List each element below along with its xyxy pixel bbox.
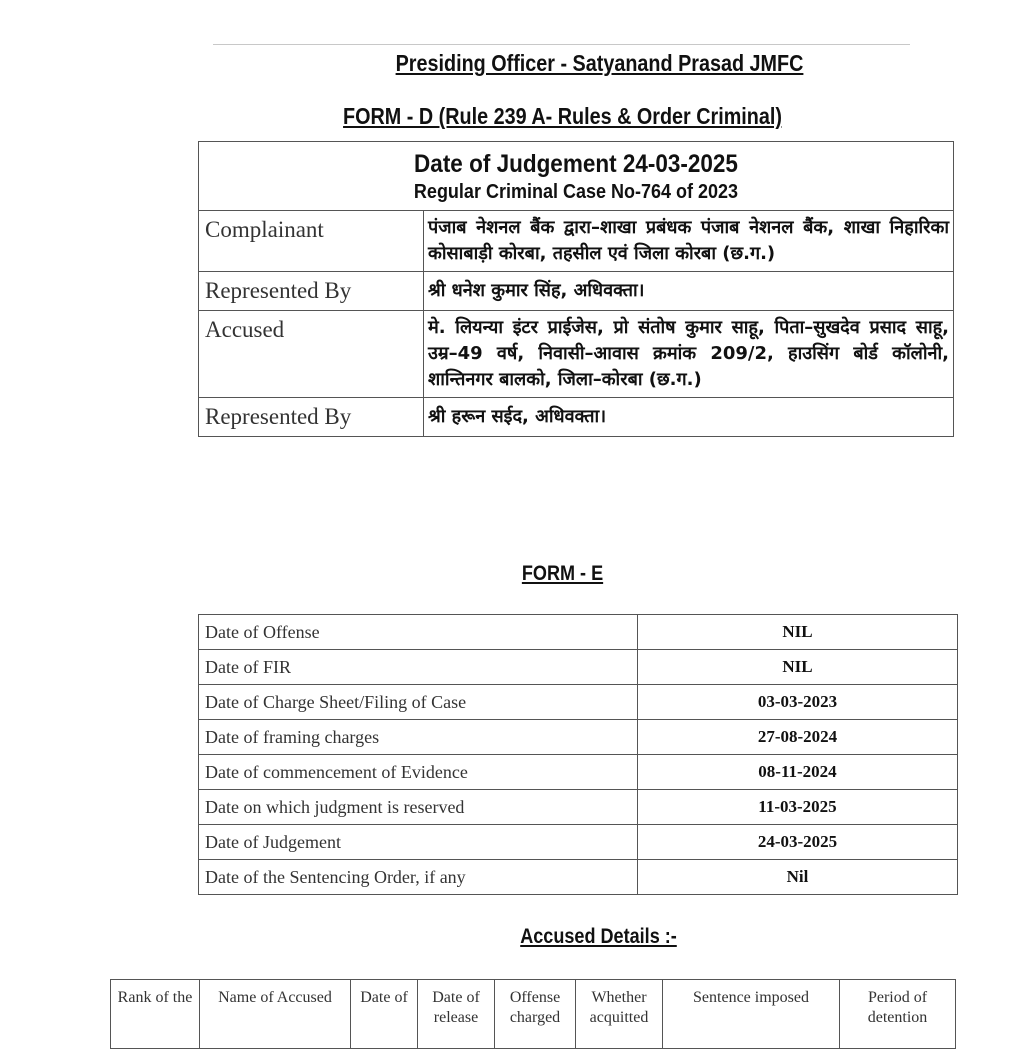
accused-advocate-label: Represented By xyxy=(199,398,424,437)
form-d-row xyxy=(199,311,954,398)
complainant-label: Complainant xyxy=(199,211,424,272)
col-release: Date of release xyxy=(418,980,495,1049)
case-number: Regular Criminal Case No-764 of 2023 xyxy=(413,181,739,203)
form-e-row xyxy=(199,615,958,650)
judgement-date-title: Date of Judgement 24-03-2025 xyxy=(414,150,738,178)
form-d-table xyxy=(198,141,954,437)
form-d-row xyxy=(199,211,954,272)
col-offense: Offense charged xyxy=(495,980,576,1049)
accused-label: Accused xyxy=(199,311,424,398)
form-e-row xyxy=(199,825,958,860)
form-e-row xyxy=(199,720,958,755)
form-d-row xyxy=(199,398,954,437)
form-e-row xyxy=(199,685,958,720)
top-rule xyxy=(213,44,910,45)
form-e-value: Nil xyxy=(638,860,958,895)
col-name: Name of Accused xyxy=(200,980,351,1049)
accused-value: मे. लियन्या इंटर प्राईजेस, प्रो संतोष कुमार साहू, पिता–सुखदेव प्रसाद साहू, उम्र–49 वर्ष, निवासी–आवास क्रमांक 209/2, हाउसिंग बोर्ड कॉलोनी, शान्तिनगर बालको, जिला–कोरबा (छ.ग.) xyxy=(424,311,954,398)
form-e-value: 03-03-2023 xyxy=(638,685,958,720)
form-e-label: Date of Judgement xyxy=(199,825,638,860)
form-e-label: Date of commencement of Evidence xyxy=(199,755,638,790)
form-e-value: 27-08-2024 xyxy=(638,720,958,755)
form-e-row xyxy=(199,860,958,895)
form-e-row xyxy=(199,790,958,825)
form-d-header-cell xyxy=(199,142,954,211)
accused-details-table xyxy=(110,979,956,1049)
accused-details-heading: Accused Details :- xyxy=(520,925,677,948)
form-e-label: Date of the Sentencing Order, if any xyxy=(199,860,638,895)
complainant-advocate-label: Represented By xyxy=(199,272,424,311)
accused-advocate-value: श्री हरून सईद, अधिवक्ता। xyxy=(424,398,954,437)
form-e-value: 24-03-2025 xyxy=(638,825,958,860)
form-e-label: Date of Offense xyxy=(199,615,638,650)
form-e-row xyxy=(199,650,958,685)
form-e-value: 11-03-2025 xyxy=(638,790,958,825)
col-sentence: Sentence imposed xyxy=(663,980,840,1049)
col-date: Date of xyxy=(351,980,418,1049)
accused-details-header-row xyxy=(111,980,956,1049)
form-e-value: NIL xyxy=(638,615,958,650)
presiding-officer-heading: Presiding Officer - Satyanand Prasad JMFC xyxy=(395,50,804,76)
col-acquitted: Whether acquitted xyxy=(576,980,663,1049)
form-e-label: Date of framing charges xyxy=(199,720,638,755)
form-e-label: Date on which judgment is reserved xyxy=(199,790,638,825)
form-d-row xyxy=(199,272,954,311)
col-rank: Rank of the xyxy=(111,980,200,1049)
form-e-label: Date of FIR xyxy=(199,650,638,685)
form-e-value: NIL xyxy=(638,650,958,685)
complainant-value: पंजाब नेशनल बैंक द्वारा–शाखा प्रबंधक पंजाब नेशनल बैंक, शाखा निहारिका कोसाबाड़ी कोरबा, तहसील एवं जिला कोरबा (छ.ग.) xyxy=(424,211,954,272)
form-e-value: 08-11-2024 xyxy=(638,755,958,790)
form-d-heading: FORM - D (Rule 239 A- Rules & Order Criminal) xyxy=(343,103,782,129)
complainant-advocate-value: श्री धनेश कुमार सिंह, अधिवक्ता। xyxy=(424,272,954,311)
form-e-row xyxy=(199,755,958,790)
form-e-heading: FORM - E xyxy=(521,562,604,585)
form-d-header-row xyxy=(199,142,954,211)
form-e-table xyxy=(198,614,958,895)
form-e-label: Date of Charge Sheet/Filing of Case xyxy=(199,685,638,720)
col-detention: Period of detention xyxy=(840,980,956,1049)
